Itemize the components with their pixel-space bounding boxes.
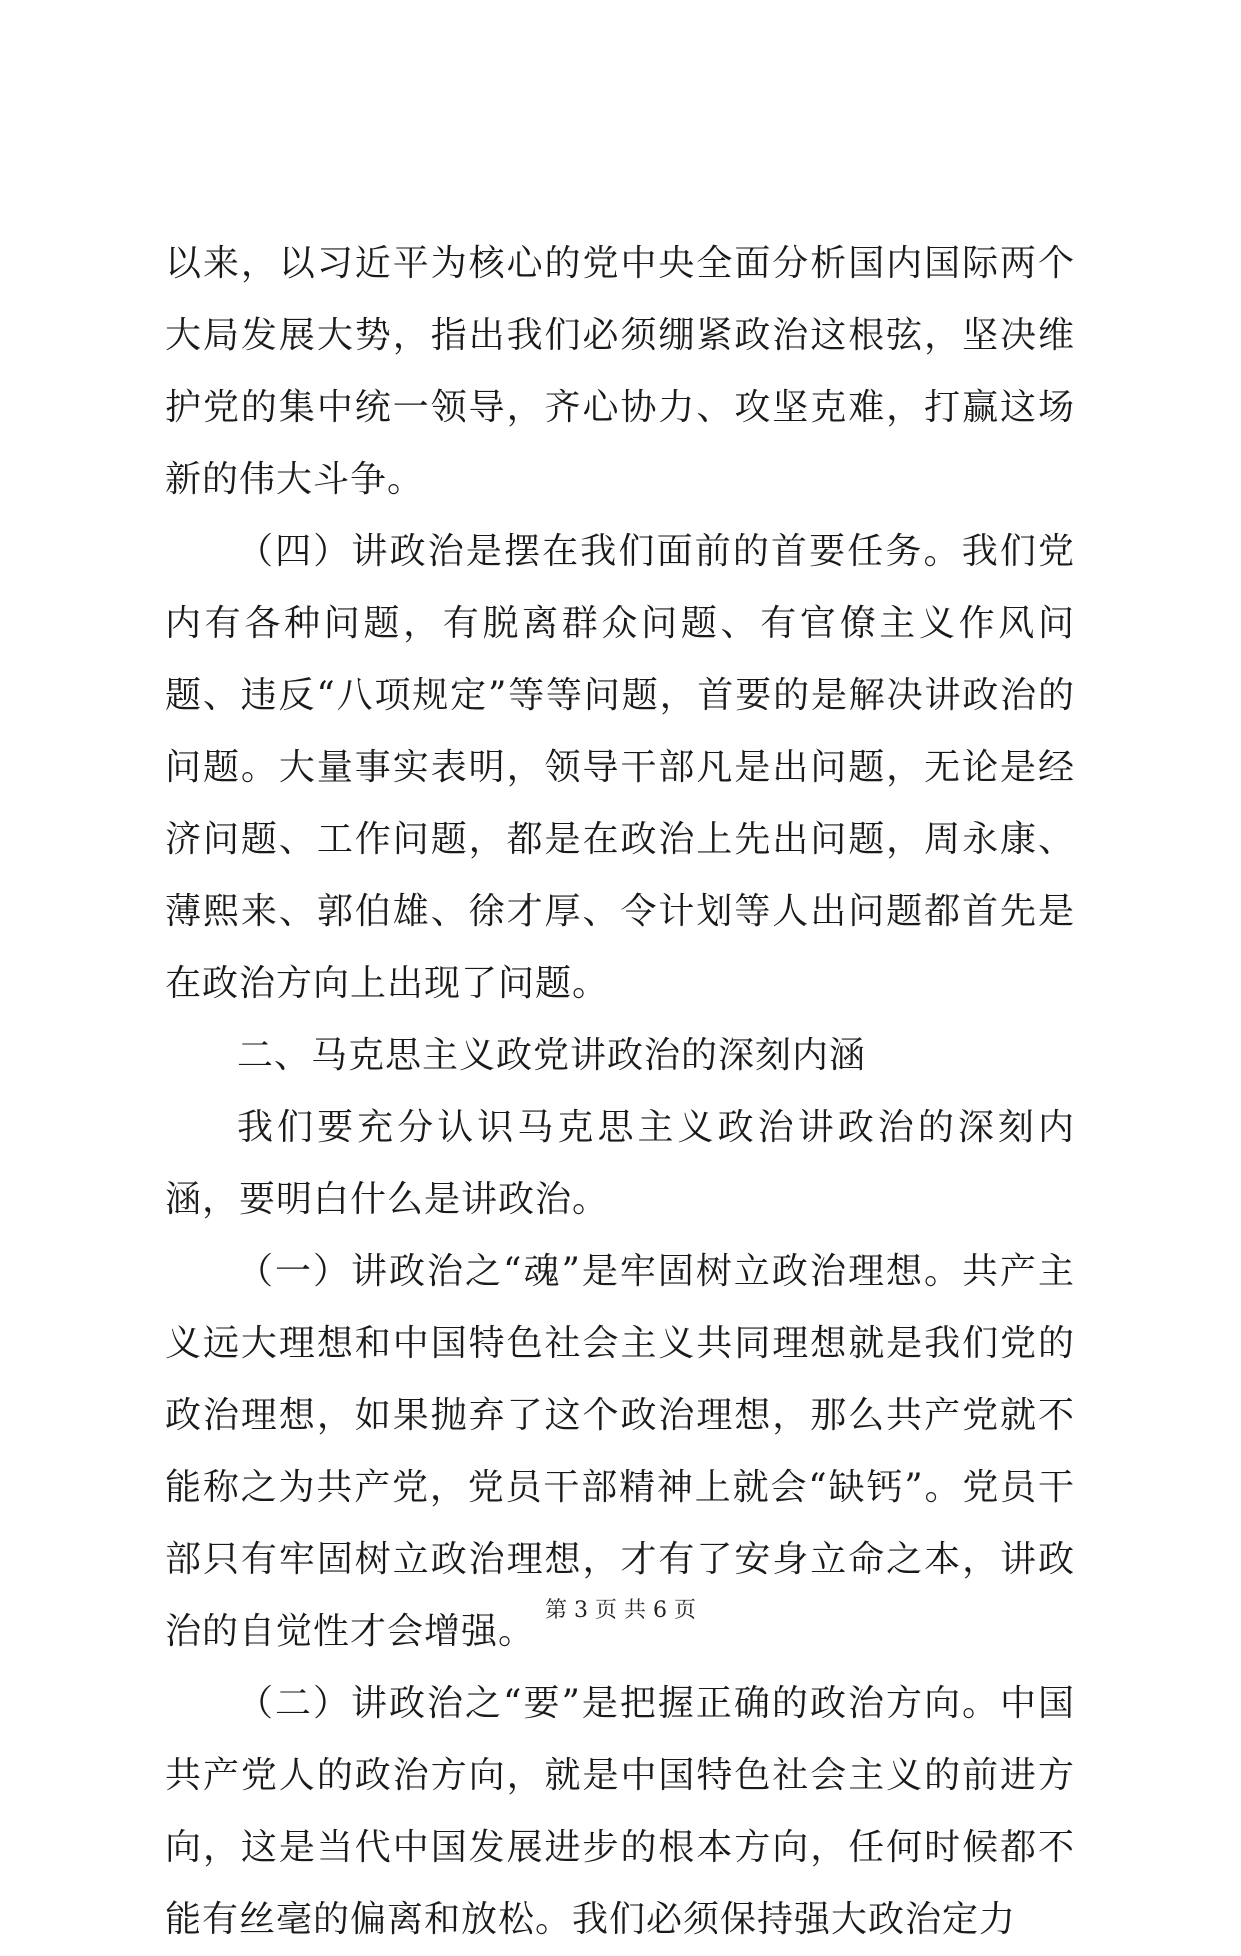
paragraph-intro: 我们要充分认识马克思主义政治讲政治的深刻内涵，要明白什么是讲政治。 [165, 1107, 1075, 1220]
page-number-footer: 第 3 页 共 6 页 [545, 1598, 696, 1623]
paragraph-section-four: （四）讲政治是摆在我们面前的首要任务。我们党内有各种问题，有脱离群众问题、有官僚主义作风问题、违反“八项规定”等等问题，首要的是解决讲政治的问题。大量事实表明，领导干部凡是出问题，无论是经济问题、工作问题，都是在政治上先出问题，周永康、薄熙来、郭伯雄、徐才厚、令计划等人出问题都首先是在政治方向上出现了问题。 [165, 531, 1075, 1004]
section-heading-two: 二、马克思主义政党讲政治的深刻内涵 [237, 1035, 867, 1076]
paragraph-section-two: （二）讲政治之“要”是把握正确的政治方向。中国共产党人的政治方向，就是中国特色社会主义的前进方向，这是当代中国发展进步的根本方向，任何时候都不能有丝毫的偏离和放松。我们必须保持强大政治定力 [165, 1683, 1075, 1940]
document-body [165, 228, 1075, 1956]
paragraph-section-one: （一）讲政治之“魂”是牢固树立政治理想。共产主义远大理想和中国特色社会主义共同理想就是我们党的政治理想，如果抛弃了这个政治理想，那么共产党就不能称之为共产党，党员干部精神上就会“缺钙”。党员干部只有牢固树立政治理想，才有了安身立命之本，讲政治的自觉性才会增强。 [165, 1251, 1075, 1652]
paragraph-continuation: 以来，以习近平为核心的党中央全面分析国内国际两个大局发展大势，指出我们必须绷紧政治这根弦，坚决维护党的集中统一领导，齐心协力、攻坚克难，打赢这场新的伟大斗争。 [165, 243, 1075, 500]
